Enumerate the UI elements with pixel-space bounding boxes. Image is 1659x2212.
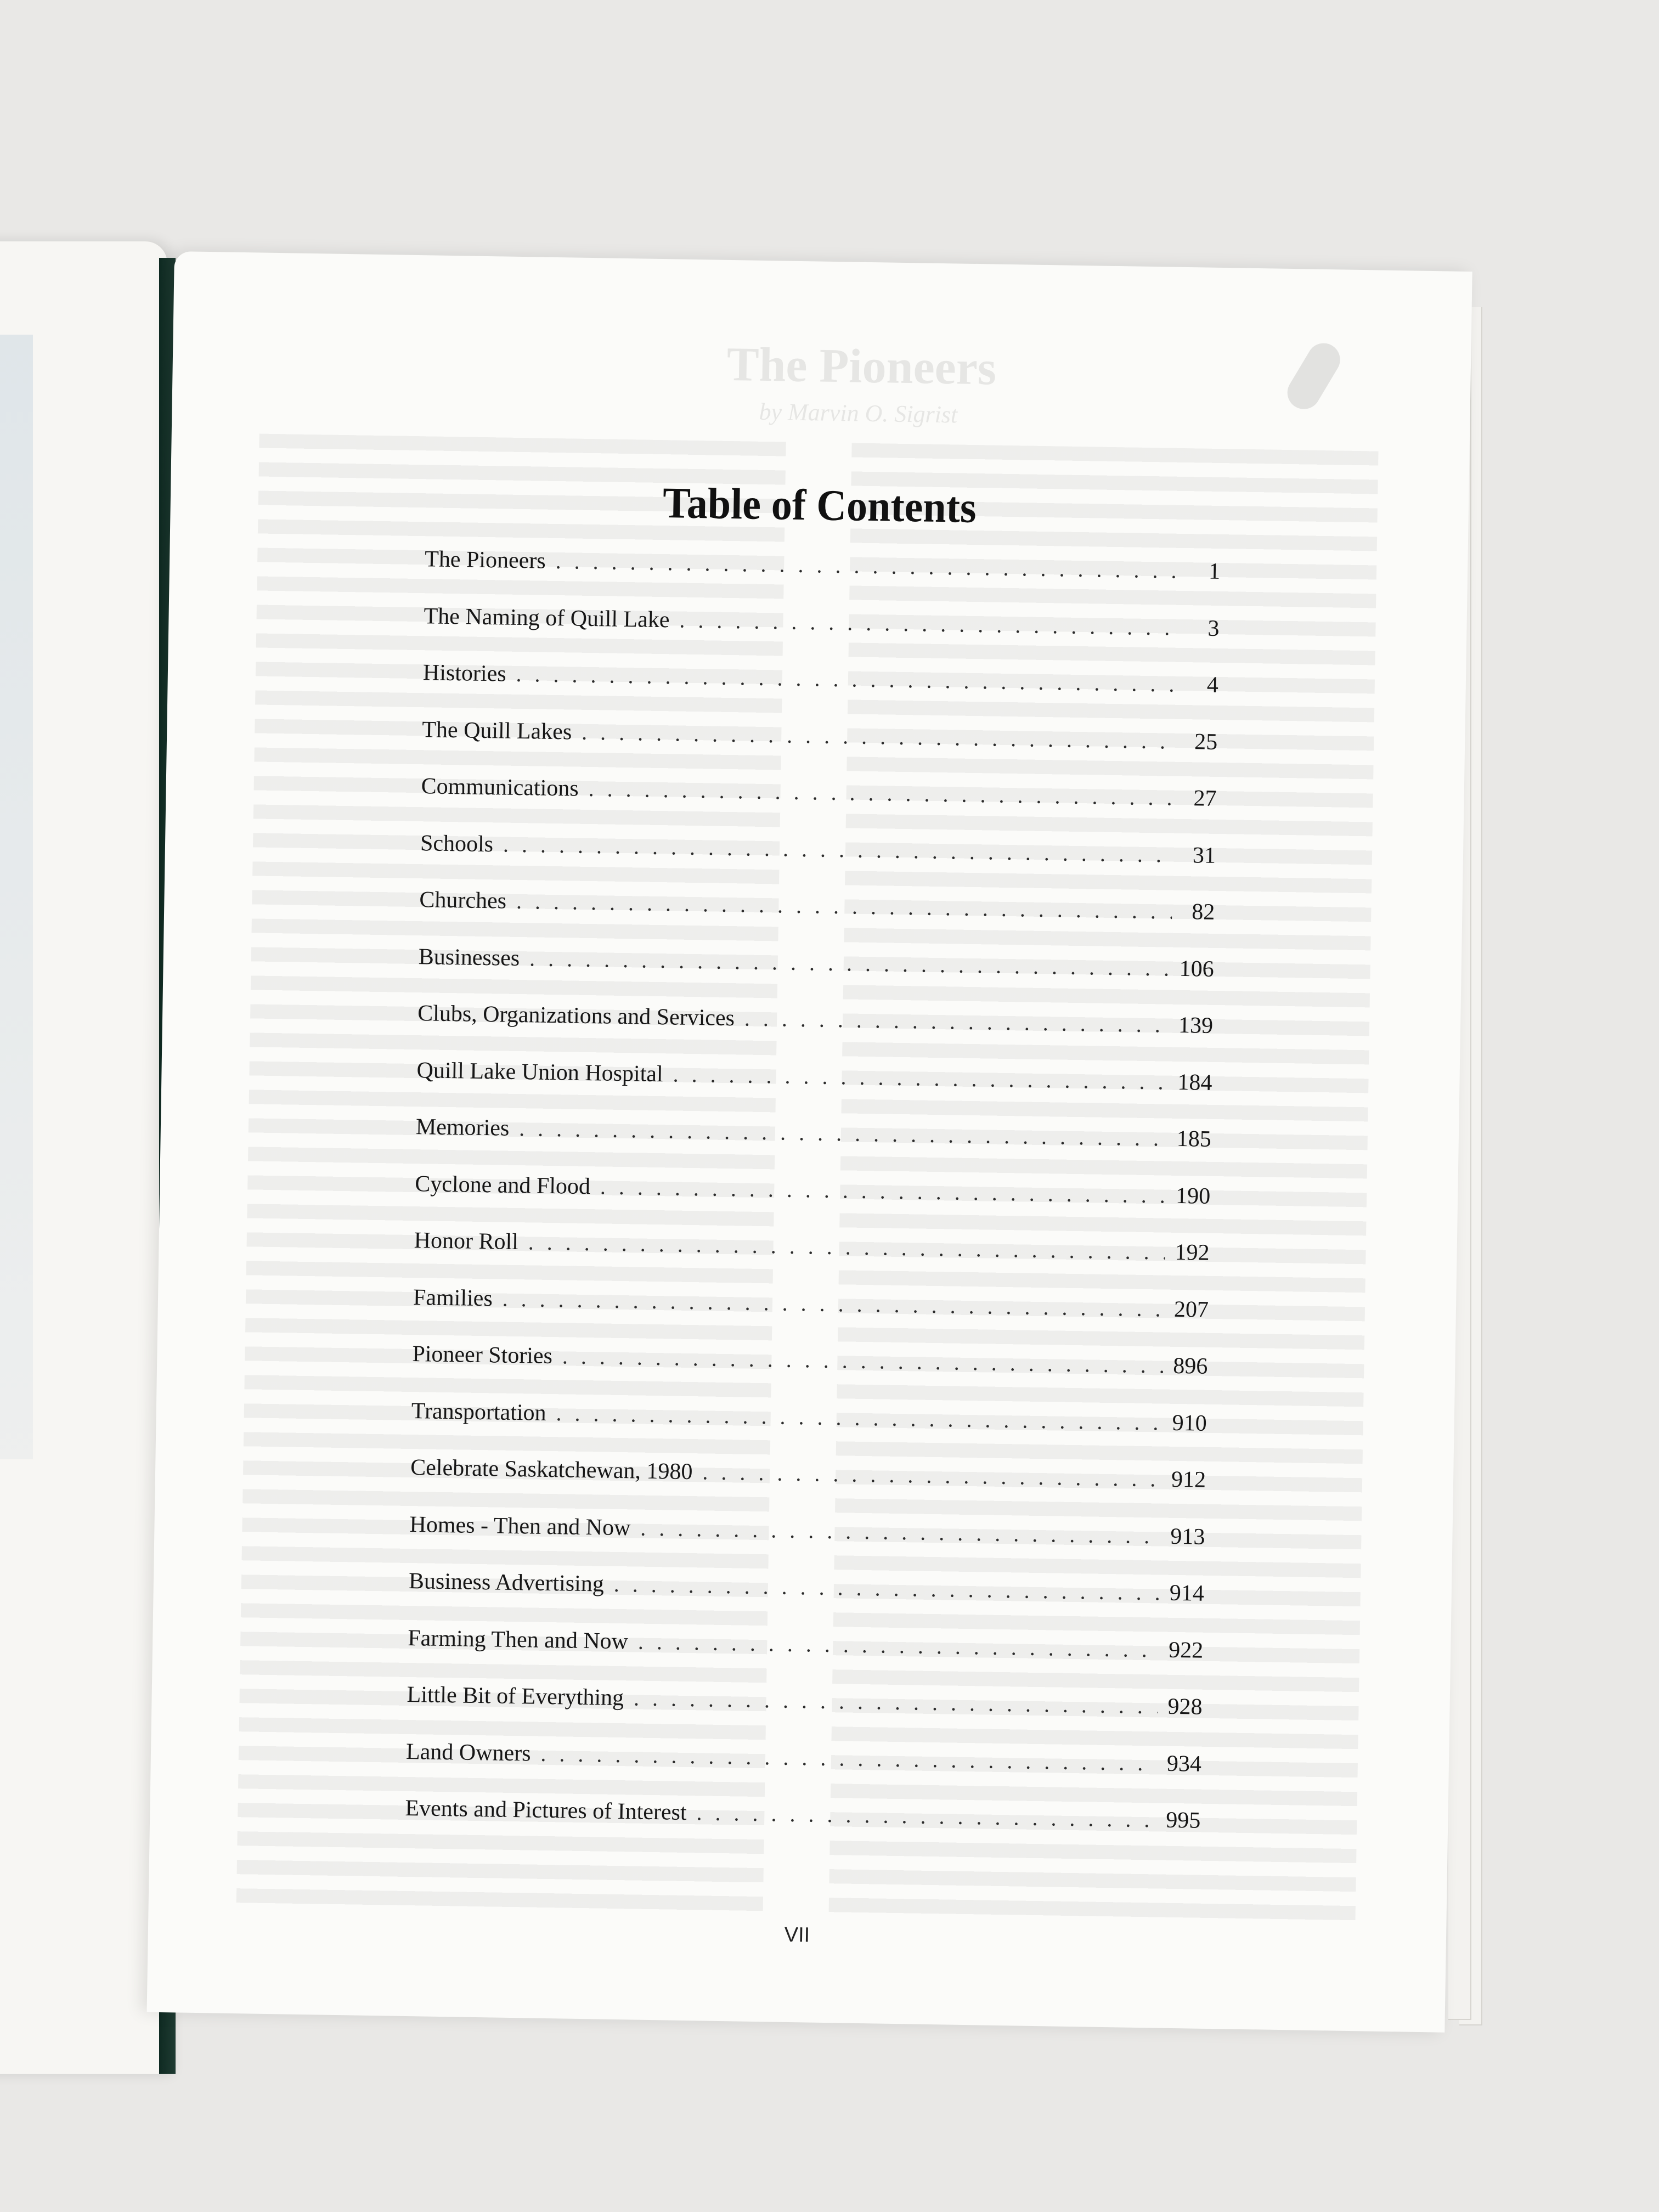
page-title: Table of Contents xyxy=(662,479,977,533)
toc-entry-page: 928 xyxy=(1167,1694,1203,1720)
toc-entry-label: Pioneer Stories xyxy=(412,1341,553,1369)
toc-entry-label: The Quill Lakes xyxy=(422,716,572,744)
toc-entry-page: 922 xyxy=(1168,1637,1204,1663)
toc-entry-label: Memories xyxy=(415,1114,510,1141)
toc-entry-page: 185 xyxy=(1176,1126,1212,1152)
toc-entry-label: Churches xyxy=(419,887,507,914)
toc-entry-label: The Pioneers xyxy=(424,546,546,574)
toc-entry-page: 82 xyxy=(1191,899,1215,925)
toc-entry-page: 914 xyxy=(1169,1580,1205,1606)
toc-entry-page: 31 xyxy=(1192,842,1216,868)
toc-entry-label: Honor Roll xyxy=(414,1228,519,1255)
toc-entry-page: 192 xyxy=(1175,1239,1210,1266)
toc-entry-page: 3 xyxy=(1207,616,1220,641)
toc-entry-label: Clubs, Organizations and Services xyxy=(417,1001,735,1031)
toc-entry-page: 106 xyxy=(1179,956,1215,982)
toc-entry-page: 27 xyxy=(1193,786,1217,811)
page-number: VII xyxy=(784,1923,810,1947)
toc-entry-page: 934 xyxy=(1166,1751,1202,1777)
toc-entry-label: Communications xyxy=(421,774,579,802)
toc-entry xyxy=(404,1795,1200,1864)
toc-entry-label: Little Bit of Everything xyxy=(407,1681,624,1711)
toc-entry-label: Homes - Then and Now xyxy=(409,1511,631,1541)
toc-entry-label: Transportation xyxy=(411,1398,546,1426)
toc-entry-label: Celebrate Saskatchewan, 1980 xyxy=(410,1455,693,1485)
toc-entry-page: 912 xyxy=(1171,1466,1206,1493)
toc-entry-label: Quill Lake Union Hospital xyxy=(416,1057,664,1087)
toc-entry-page: 139 xyxy=(1178,1012,1214,1039)
toc-entry-page: 184 xyxy=(1177,1069,1212,1096)
toc-entry-page: 910 xyxy=(1172,1410,1207,1436)
left-page-faded-block xyxy=(0,335,33,1459)
toc-entry-label: Cyclone and Flood xyxy=(414,1171,591,1199)
toc-entry-label: Histories xyxy=(422,660,506,687)
table-of-contents xyxy=(404,546,1220,1864)
toc-entry-label: Events and Pictures of Interest xyxy=(405,1795,687,1826)
toc-entry-label: Businesses xyxy=(418,944,520,971)
toc-entry-page: 995 xyxy=(1165,1807,1201,1833)
toc-entry-page: 4 xyxy=(1206,672,1219,698)
left-page xyxy=(0,241,167,2074)
toc-entry-label: Farming Then and Now xyxy=(407,1625,629,1654)
toc-entry-label: Schools xyxy=(420,830,494,857)
dot-leader xyxy=(555,548,1177,584)
toc-entry-page: 190 xyxy=(1175,1183,1211,1209)
right-page xyxy=(147,251,1472,2033)
toc-entry-label: Land Owners xyxy=(405,1739,531,1767)
toc-entry-page: 913 xyxy=(1170,1523,1205,1550)
page-mark xyxy=(1282,337,1346,415)
toc-entry-page: 25 xyxy=(1194,729,1218,755)
toc-entry-label: Business Advertising xyxy=(408,1568,605,1597)
toc-entry-page: 207 xyxy=(1173,1296,1209,1323)
toc-entry-page: 896 xyxy=(1172,1353,1208,1379)
bleed-through-byline: by Marvin O. Sigrist xyxy=(759,398,958,428)
toc-entry-page: 1 xyxy=(1208,558,1221,585)
toc-entry-label: Families xyxy=(413,1284,493,1311)
bleed-through-title: The Pioneers xyxy=(726,337,997,396)
toc-entry-label: The Naming of Quill Lake xyxy=(424,603,670,633)
